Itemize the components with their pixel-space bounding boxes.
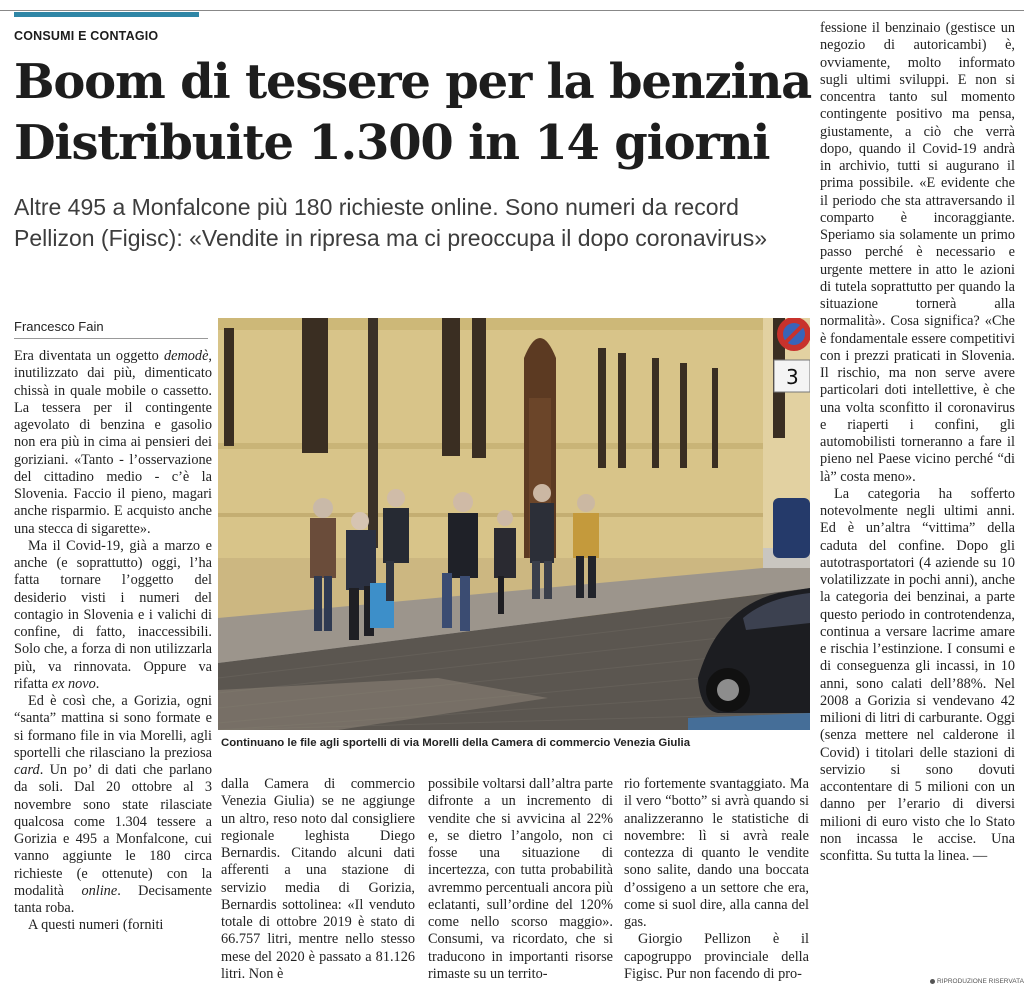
street-sign-number: 3 bbox=[786, 365, 799, 389]
photo-caption: Continuano le file agli sportelli di via Morelli della Camera di commercio Venezia Giulia bbox=[221, 737, 691, 749]
headline bbox=[14, 52, 814, 174]
article-column-4 bbox=[624, 776, 809, 990]
col4-paragraph: rio fortemente svantaggiato. Ma il vero “botto” si avrà quando si analizzeranno le statistiche di novembre: lì si avrà reale contezza di quanto le vendite sono salite, dando una boccata d’ossigeno a un settore che era, come si suol dire, alla canna del gas. bbox=[624, 776, 809, 930]
byline-rule bbox=[14, 338, 208, 339]
col1-text: Ed è così che, a Gorizia, ogni “santa” mattina si sono formate e si formano file in via Morelli, agli sportelli che rilasciano la preziosa bbox=[14, 693, 212, 761]
section-kicker: CONSUMI E CONTAGIO bbox=[14, 29, 159, 43]
article-photo bbox=[218, 318, 810, 730]
col1-italic: online bbox=[81, 882, 118, 899]
col4-paragraph: Giorgio Pellizon è il capogruppo provinciale della Figisc. Pur non facendo di pro- bbox=[624, 931, 809, 982]
subheadline-line-1: Altre 495 a Monfalcone più 180 richieste online. Sono numeri da record bbox=[14, 194, 739, 220]
article-column-2 bbox=[221, 776, 415, 990]
col1-text: . bbox=[95, 675, 100, 692]
col1-text: . Decisamente tanta roba. bbox=[14, 882, 212, 916]
col1-italic: card bbox=[14, 762, 40, 778]
subheadline-line-2: Pellizon (Figisc): «Vendite in ripresa ma ci preoccupa il dopo coronavirus» bbox=[14, 225, 767, 251]
col1-text: Era diventata un oggetto bbox=[14, 348, 164, 364]
col1-italic: ex novo bbox=[51, 675, 96, 692]
section-color-bar bbox=[14, 12, 199, 17]
article-column-5 bbox=[820, 20, 1015, 990]
article-column-1 bbox=[14, 348, 212, 990]
col5-paragraph: fessione il benzinaio (gestisce un negozio di autoricambi) è, ovviamente, molto informato sugli ultimi sviluppi. E non si concentra tanto sul momento contingente positivo ma pensa, giustamente, a ciò che verrà dopo, quando il Covid-19 andrà in archivio, tutti si augurano il prima possibile. «E evidente che il periodo che sta attraversando il comparto è incoraggiante. Speriamo sia solamente un primo passo perché è necessario e urgente mettere in atto le azioni di tutela soprattutto per quando la situazione tornerà alla normalità». Cosa significa? «Che è fondamentale essere competitivi con i prezzi praticati in Slovenia. Il rischio, ma non serve avere particolari doti intellettive, è che una volta sconfitto il coronavirus e riaperti i confini, gli automobilisti torneranno a fare il pieno nel Paese vicino perché “di là” costa meno». bbox=[820, 20, 1015, 485]
headline-line-1: Boom di tessere per la benzina bbox=[14, 54, 812, 110]
col5-paragraph: La categoria ha sofferto notevolmente negli ultimi anni. Ed è un’altra “vittima” della caduta del confine. Dopo gli autotrasportatori (4 aziende su 10 volatilizzate in pochi anni), anche la categoria dei benzinai, a parte questo periodo in controtendenza, continua a versare lacrime amare e rischia l’estinzione. I consumi e di conseguenza gli incassi, in 10 anni, sono calati dell’88%. Nel 2008 a Gorizia si vendevano 42 milioni di litri di carburante. Oggi (senza mettere nel calderone il Covid) i titolari delle stazioni di servizio si sono dovuti accontentare di 5 milioni con un danno per l’erario di diversi milioni di euro visto che lo Stato non incassa le accise. Una sconfitta. Su tutta la linea. — bbox=[820, 485, 1015, 864]
rights-text: RIPRODUZIONE RISERVATA bbox=[937, 978, 1024, 985]
copyright-notice bbox=[930, 978, 1024, 985]
col1-text: . Un po’ di dati che parlano da soli. Dal 20 ottobre al 3 novembre sono state rilasciate qualcosa come 1.304 tessere a Gorizia e 495 a Monfalcone, cui vanno aggiunte le 180 circa richieste (e ottenute) con la modalità bbox=[14, 762, 212, 899]
col1-text: Ma il Covid-19, già a marzo e anche (e soprattutto) oggi, l’ha fatta tornare l’oggetto del desiderio visti i numeri del contagio in Slovenia e i valichi di confine, di fatto, inaccessibili. Solo che, a forza di non utilizzarla più, va rinnovata. Oppure va rifatta bbox=[14, 537, 212, 692]
article-column-3 bbox=[428, 776, 613, 990]
top-rule bbox=[0, 10, 1024, 11]
subheadline bbox=[14, 192, 814, 254]
rights-dot-icon bbox=[930, 979, 935, 984]
author-byline: Francesco Fain bbox=[14, 319, 104, 334]
col1-italic: demodè bbox=[163, 348, 209, 364]
col2-paragraph: dalla Camera di commercio Venezia Giulia) se ne aggiunge un altro, reso noto dal consigliere regionale leghista Diego Bernardis. Citando alcuni dati afferenti a una stazione di servizio media di Gorizia, Bernardis sottolinea: «Il venduto totale di ottobre 2019 è stato di 66.757 litri, mentre nello stesso mese del 2020 è passato a 81.126 litri. Non è bbox=[221, 776, 415, 982]
headline-line-2: Distribuite 1.300 in 14 giorni bbox=[14, 115, 770, 171]
col1-paragraph: A questi numeri (forniti bbox=[28, 917, 164, 934]
col3-paragraph: possibile voltarsi dall’altra parte difronte a un incremento di vendite che si avvicina al 22% e, se dietro l’angolo, non ci fosse una situazione di incertezza, con tutta probabilità avremmo percentuali ancora più eclatanti, sull’ordine del 120% come nello scorso maggio». Consumi, va ricordato, che si traducono in importanti risorse rimaste su un territo- bbox=[428, 776, 613, 982]
col1-text: , inutilizzato dai più, dimenticato chissà in quale mobile o cassetto. La tessera per il contingente agevolato di benzina e gasolio non era più in cima ai pensieri dei goriziani. «Tanto - l’osservazione del cittadino medio - c’è la Slovenia. Faccio il pieno, magari anche risparmio. E acquisto anche una stecca di sigarette». bbox=[14, 348, 212, 537]
